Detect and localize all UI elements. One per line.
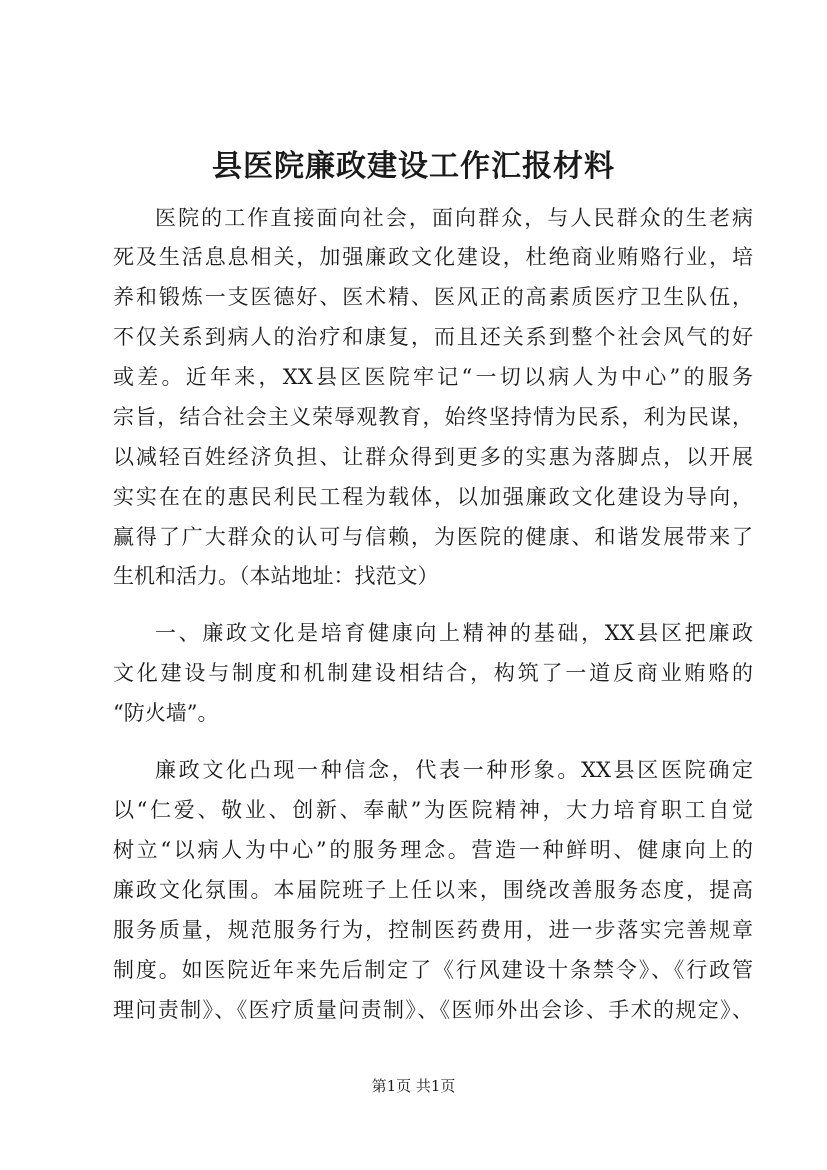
text-line: 实实在在的惠民利民工程为载体，以加强廉政文化建设为导向，	[113, 485, 753, 509]
document-title: 县医院廉政建设工作汇报材料	[212, 149, 615, 184]
text-line: 以“仁爱、敬业、创新、奉献”为医院精神，大力培育职工自觉	[113, 798, 753, 822]
text-line: 宗旨，结合社会主义荣辱观教育，始终坚持情为民系，利为民谋，	[113, 405, 753, 429]
text-line: 养和锻炼一支医德好、医术精、医风正的高素质医疗卫生队伍，	[113, 285, 753, 309]
text-line: 树立“以病人为中心”的服务理念。营造一种鲜明、健康向上的	[113, 838, 753, 862]
text-line: 不仅关系到病人的治疗和康复，而且还关系到整个社会风气的好	[113, 325, 753, 349]
text-line: 廉政文化凸现一种信念，代表一种形象。XX县区医院确定	[155, 758, 753, 782]
text-line: 医院的工作直接面向社会，面向群众，与人民群众的生老病	[155, 206, 753, 230]
page-number-footer: 第1页 共1页	[371, 1077, 456, 1095]
text-line: 文化建设与制度和机制建设相结合，构筑了一道反商业贿赂的	[113, 661, 753, 685]
text-line: 死及生活息息相关，加强廉政文化建设，杜绝商业贿赂行业，培	[113, 245, 753, 269]
text-line: 服务质量，规范服务行为，控制医药费用，进一步落实完善规章	[113, 918, 753, 942]
text-line: 以减轻百姓经济负担、让群众得到更多的实惠为落脚点，以开展	[113, 445, 753, 469]
text-line: 制度。如医院近年来先后制定了《行风建设十条禁令》、《行政管	[113, 958, 753, 982]
text-line: 生机和活力。（本站地址：找范文）	[113, 564, 439, 588]
text-line: 一、廉政文化是培育健康向上精神的基础，XX县区把廉政	[155, 621, 753, 645]
text-line: 或差。近年来，XX县区医院牢记“一切以病人为中心”的服务	[113, 365, 753, 389]
text-line: “防火墙”。	[113, 701, 219, 725]
text-line: 廉政文化氛围。本届院班子上任以来，围绕改善服务态度，提高	[113, 878, 753, 902]
text-line: 理问责制》、《医疗质量问责制》、《医师外出会诊、手术的规定》、	[113, 998, 753, 1022]
text-line: 赢得了广大群众的认可与信赖，为医院的健康、和谐发展带来了	[113, 525, 753, 549]
